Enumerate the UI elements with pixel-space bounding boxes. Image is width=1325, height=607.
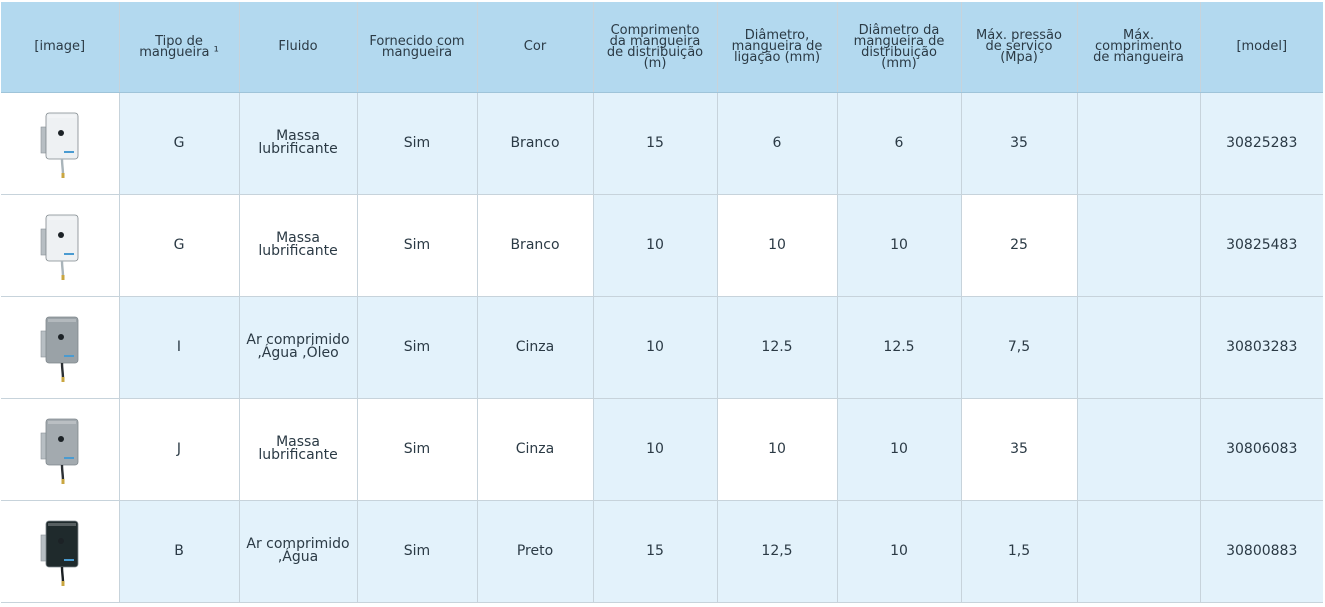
cell-diametro-distribuicao: 12.5 (837, 296, 961, 398)
white-hose-reel-icon (38, 107, 82, 179)
cell-diametro-ligacao: 10 (717, 194, 837, 296)
table-row (1, 398, 1323, 500)
cell-max-comprimento (1077, 92, 1200, 194)
black-hose-reel-icon (38, 515, 82, 587)
cell-comprimento: 10 (593, 398, 717, 500)
cell-fluido: Massa lubrificante (239, 194, 357, 296)
cell-pressao: 35 (961, 92, 1077, 194)
cell-model: 30825283 (1200, 92, 1323, 194)
column-header-fornecido: Fornecido com mangueira (357, 2, 477, 92)
cell-fornecido: Sim (357, 92, 477, 194)
cell-comprimento: 15 (593, 500, 717, 602)
column-header-diametro-distribuicao: Diâmetro da mangueira de distribuição (mm) (837, 2, 961, 92)
column-header-pressao: Máx. pressão de serviço (Mpa) (961, 2, 1077, 92)
white-hose-reel-icon (38, 209, 82, 281)
cell-max-comprimento (1077, 194, 1200, 296)
cell-model: 30803283 (1200, 296, 1323, 398)
column-header-image: [image] (1, 2, 119, 92)
cell-pressao: 35 (961, 398, 1077, 500)
cell-cor: Branco (477, 92, 593, 194)
cell-tipo: G (119, 92, 239, 194)
cell-diametro-distribuicao: 10 (837, 398, 961, 500)
cell-fluido: Massa lubrificante (239, 92, 357, 194)
cell-image (1, 194, 119, 296)
column-header-comprimento: Comprimento da mangueira de distribuição (m) (593, 2, 717, 92)
column-header-cor: Cor (477, 2, 593, 92)
table-row (1, 194, 1323, 296)
cell-fornecido: Sim (357, 194, 477, 296)
cell-max-comprimento (1077, 500, 1200, 602)
cell-fornecido: Sim (357, 398, 477, 500)
cell-diametro-distribuicao: 10 (837, 500, 961, 602)
column-header-diametro-ligacao: Diâmetro, mangueira de ligação (mm) (717, 2, 837, 92)
cell-diametro-ligacao: 10 (717, 398, 837, 500)
table-body (1, 92, 1323, 602)
cell-cor: Branco (477, 194, 593, 296)
product-spec-table (1, 2, 1323, 603)
column-header-fluido: Fluido (239, 2, 357, 92)
header-row (1, 2, 1323, 92)
cell-pressao: 1,5 (961, 500, 1077, 602)
cell-tipo: G (119, 194, 239, 296)
cell-model: 30825483 (1200, 194, 1323, 296)
cell-model: 30806083 (1200, 398, 1323, 500)
cell-fornecido: Sim (357, 500, 477, 602)
column-header-model: [model] (1200, 2, 1323, 92)
cell-fluido: Ar comprimido ,Água ,Óleo (239, 296, 357, 398)
cell-cor: Cinza (477, 296, 593, 398)
cell-image (1, 398, 119, 500)
cell-cor: Cinza (477, 398, 593, 500)
table-row (1, 296, 1323, 398)
cell-tipo: I (119, 296, 239, 398)
cell-fornecido: Sim (357, 296, 477, 398)
cell-max-comprimento (1077, 398, 1200, 500)
cell-model: 30800883 (1200, 500, 1323, 602)
cell-tipo: B (119, 500, 239, 602)
cell-tipo: J (119, 398, 239, 500)
cell-comprimento: 15 (593, 92, 717, 194)
cell-cor: Preto (477, 500, 593, 602)
cell-diametro-ligacao: 12.5 (717, 296, 837, 398)
column-header-tipo: Tipo de mangueira ¹ (119, 2, 239, 92)
cell-pressao: 25 (961, 194, 1077, 296)
cell-image (1, 296, 119, 398)
cell-max-comprimento (1077, 296, 1200, 398)
cell-comprimento: 10 (593, 296, 717, 398)
cell-diametro-ligacao: 12,5 (717, 500, 837, 602)
cell-comprimento: 10 (593, 194, 717, 296)
cell-fluido: Ar comprimido ,Água (239, 500, 357, 602)
table-row (1, 500, 1323, 602)
table-row (1, 92, 1323, 194)
cell-diametro-ligacao: 6 (717, 92, 837, 194)
cell-fluido: Massa lubrificante (239, 398, 357, 500)
gray-hose-reel-icon (38, 413, 82, 485)
gray-hose-reel-icon (38, 311, 82, 383)
cell-image (1, 500, 119, 602)
cell-image (1, 92, 119, 194)
cell-diametro-distribuicao: 10 (837, 194, 961, 296)
cell-diametro-distribuicao: 6 (837, 92, 961, 194)
column-header-max-comprimento: Máx. comprimento de mangueira (1077, 2, 1200, 92)
cell-pressao: 7,5 (961, 296, 1077, 398)
